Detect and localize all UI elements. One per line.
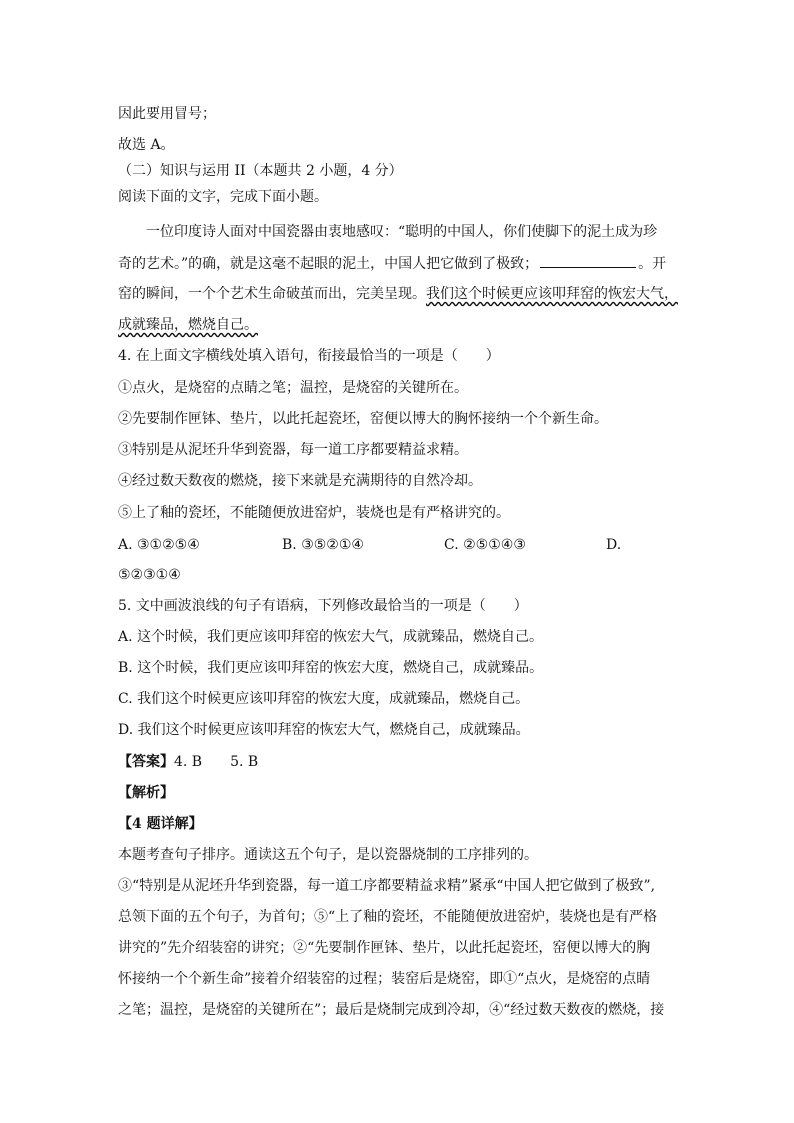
q4-option-d: D.: [606, 537, 622, 553]
q4-option-a: A. ③①②⑤④: [118, 537, 200, 553]
q5-option-b: B. 这个时候，我们更应该叩拜窑的恢宏大度，燃烧自己，成就臻品。: [118, 660, 544, 676]
sentence-4: ④经过数天数夜的燃烧，接下来就是充满期待的自然冷却。: [118, 473, 482, 489]
analysis-heading: 【解析】: [118, 785, 174, 801]
explanation-line: 之笔；温控，是烧窑的关键所在”；最后是烧制完成到冷却，④“经过数天数夜的燃烧，接: [118, 1002, 665, 1018]
q4-option-c: C. ②⑤①④③: [444, 537, 526, 553]
section-heading: （二）知识与运用 II（本题共 2 小题，4 分）: [118, 163, 403, 179]
sentence-2: ②先要制作匣钵、垫片，以此托起瓷坯，窑便以博大的胸怀接纳一个个新生命。: [118, 411, 608, 427]
q5-option-a: A. 这个时候，我们更应该叩拜窑的恢宏大气，成就臻品，燃烧自己。: [118, 629, 544, 645]
passage-line: [118, 315, 258, 335]
fill-blank: [540, 253, 636, 268]
passage-text: 窑的瞬间，一个个艺术生命破茧而出，完美呈现。: [118, 286, 426, 302]
answer-line: [118, 752, 258, 772]
wavy-underlined-sentence: 我们这个时候更应该叩拜窑的恢宏大气，: [426, 286, 678, 302]
passage-text: 奇的艺术。”的确，就是这毫不起眼的泥土，中国人把它做到了极致；: [118, 256, 539, 272]
sentence-5: ⑤上了釉的瓷坯，不能随便放进窑炉，装烧也是有严格讲究的。: [118, 505, 510, 521]
passage-line: [118, 284, 678, 304]
explanation-line: 本题考查句子排序。通读这五个句子，是以瓷器烧制的工序排列的。: [118, 847, 538, 863]
sentence-1: ①点火，是烧窑的点睛之笔；温控，是烧窑的关键所在。: [118, 380, 468, 396]
explanation-line: 讲究的”先介绍装窑的讲究；②“先要制作匣钵、垫片，以此托起瓷坯，窑便以博大的胸: [118, 940, 651, 956]
q5-option-d: D. 我们这个时候更应该叩拜窑的恢宏大气，燃烧自己，成就臻品。: [118, 722, 530, 738]
wavy-underlined-sentence: 成就臻品，燃烧自己。: [118, 317, 258, 333]
q4-option-d-content: ⑤②③①④: [118, 567, 181, 583]
detail-heading: 【4 题详解】: [118, 816, 203, 832]
text-line: 因此要用冒号；: [118, 106, 216, 122]
instruction-line: 阅读下面的文字，完成下面小题。: [118, 189, 328, 205]
q5-option-c: C. 我们这个时候更应该叩拜窑的恢宏大度，成就臻品，燃烧自己。: [118, 691, 530, 707]
explanation-line: ③“特别是从泥坯升华到瓷器，每一道工序都要精益求精”紧承“中国人把它做到了极致”,: [118, 878, 656, 894]
answer-label: 【答案】: [118, 754, 174, 770]
explanation-line: 总领下面的五个句子，为首句；⑤“上了釉的瓷坯，不能随便放进窑炉，装烧也是有严格: [118, 909, 658, 925]
question-4: 4. 在上面文字横线处填入语句，衔接最恰当的一项是（ ）: [118, 348, 500, 364]
question-5: 5. 文中画波浪线的句子有语病，下列修改最恰当的一项是（ ）: [118, 598, 528, 614]
explanation-line: 怀接纳一个个新生命”接着介绍装窑的过程；装窑后是烧窑，即①“点火，是烧窑的点睛: [118, 971, 651, 987]
text-line: 故选 A。: [118, 137, 175, 153]
q4-option-b: B. ③⑤②①④: [282, 537, 364, 553]
answer-text: 4. B 5. B: [174, 754, 259, 770]
sentence-3: ③特别是从泥坯升华到瓷器，每一道工序都要精益求精。: [118, 442, 468, 458]
passage-text: 。开: [638, 256, 667, 272]
passage-line: 一位印度诗人面对中国瓷器由衷地感叹：“聪明的中国人，你们使脚下的泥土成为珍: [146, 224, 658, 240]
passage-line: [118, 253, 666, 273]
